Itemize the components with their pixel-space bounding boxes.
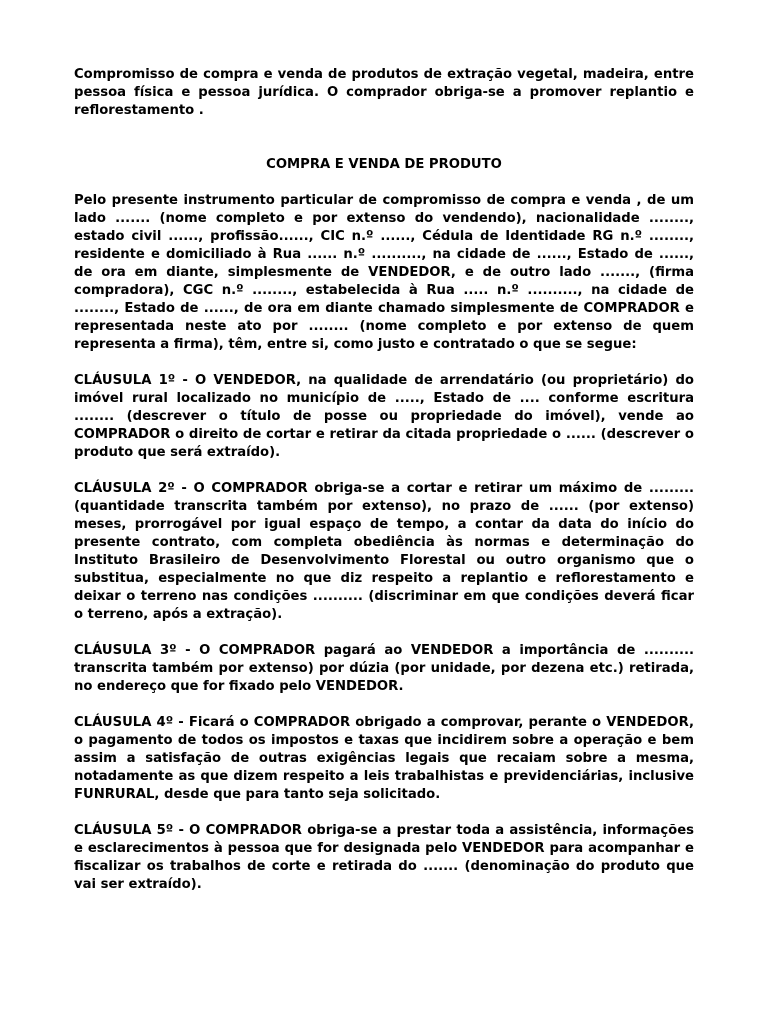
clause-5: CLÁUSULA 5º - O COMPRADOR obriga-se a prestar toda a assistência, informações e esclarecimentos à pessoa que for designada pelo VENDEDOR para acompanhar e fiscalizar os trabalhos de corte e retirada do ....... (denominação do produto que vai ser extraído). <box>74 823 694 892</box>
clause-1: CLÁUSULA 1º - O VENDEDOR, na qualidade de arrendatário (ou proprietário) do imóvel rural localizado no município de ....., Estado de .... conforme escritura ........ (descrever o título de posse ou propriedade do imóvel), vende ao COMPRADOR o direito de cortar e retirar da citada propriedade o ...... (descrever o produto que será extraído). <box>74 373 694 460</box>
document-preamble: Pelo presente instrumento particular de compromisso de compra e venda , de um lado ....... (nome completo e por extenso do vendendo), nacionalidade ........, estado civil ......, profissão......, CIC n.º ......, Cédula de Identidade RG n.º ........, residente e domiciliado à Rua ...... n.º .........., na cidade de ......, Estado de ......, de ora em diante, simplesmente de VENDEDOR, e de outro lado ......., (firma compradora), CGC n.º ........, estabelecida à Rua ..... n.º .........., na cidade de ........, Estado de ......, de ora em diante chamado simplesmente de COMPRADOR e representada neste ato por ........ (nome completo e por extenso de quem representa a firma), têm, entre si, como justo e contratado o que se segue: <box>74 193 694 352</box>
document-intro: Compromisso de compra e venda de produtos de extração vegetal, madeira, entre pessoa física e pessoa jurídica. O comprador obriga-se a promover replantio e reflorestamento . <box>74 67 694 118</box>
document-page <box>74 66 694 912</box>
document-title: COMPRA E VENDA DE PRODUTO <box>266 157 502 172</box>
clause-4: CLÁUSULA 4º - Ficará o COMPRADOR obrigado a comprovar, perante o VENDEDOR, o pagamento de todos os impostos e taxas que incidirem sobre a operação e bem assim a satisfação de outras exigências legais que recaiam sobre a mesma, notadamente as que dizem respeito a leis trabalhistas e previdenciárias, inclusive FUNRURAL, desde que para tanto seja solicitado. <box>74 715 694 802</box>
clause-2: CLÁUSULA 2º - O COMPRADOR obriga-se a cortar e retirar um máximo de ......... (quantidade transcrita também por extenso), no prazo de ...... (por extenso) meses, prorrogável por igual espaço de tempo, a contar da data do início do presente contrato, com completa obediência às normas e determinação do Instituto Brasileiro de Desenvolvimento Florestal ou outro organismo que o substitua, especialmente no que diz respeito a replantio e reflorestamento e deixar o terreno nas condições .......... (discriminar em que condições deverá ficar o terreno, após a extração). <box>74 481 694 622</box>
clause-3: CLÁUSULA 3º - O COMPRADOR pagará ao VENDEDOR a importância de .......... transcrita também por extenso) por dúzia (por unidade, por dezena etc.) retirada, no endereço que for fixado pelo VENDEDOR. <box>74 643 694 694</box>
